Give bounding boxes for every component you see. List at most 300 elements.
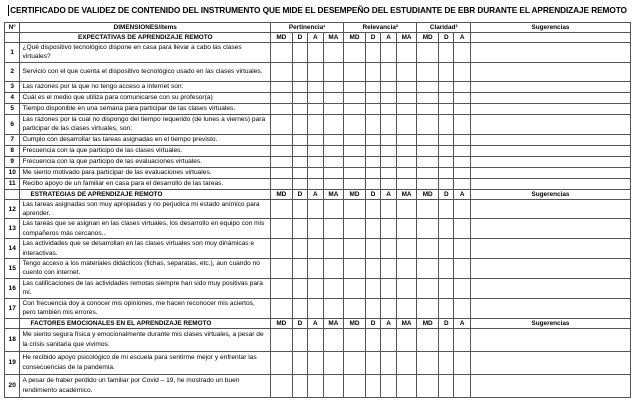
- item-number: 4: [5, 92, 20, 103]
- item-number: 8: [5, 145, 20, 156]
- rating-cell[interactable]: [365, 92, 380, 103]
- rating-cell[interactable]: [344, 199, 366, 219]
- rating-cell[interactable]: [344, 103, 366, 114]
- rating-cell[interactable]: [344, 239, 366, 259]
- rating-cell[interactable]: [439, 219, 454, 239]
- scale-header: A: [454, 33, 471, 43]
- item-text: Las razones por la que no tengo acceso a internet son:: [20, 81, 271, 92]
- sugerencias-cell[interactable]: [471, 219, 631, 239]
- rating-cell[interactable]: [308, 351, 323, 374]
- rating-cell[interactable]: [344, 374, 366, 397]
- item-text: Las razones por la cual no dispongo del tiempo requerido (de lunes a viernes) para participar de las clases virtuales, son:: [20, 114, 271, 134]
- scale-header: A: [308, 189, 323, 199]
- rating-cell[interactable]: [396, 43, 417, 63]
- scale-header: D: [439, 189, 454, 199]
- item-text: A pesar de haber perdido un familiar por Covid – 19, he mostrado un buen rendimiento académico.: [20, 374, 271, 397]
- rating-cell[interactable]: [365, 278, 380, 298]
- rating-cell[interactable]: [271, 156, 293, 167]
- rating-cell[interactable]: [365, 145, 380, 156]
- rating-cell[interactable]: [308, 219, 323, 239]
- rating-cell[interactable]: [454, 134, 471, 145]
- section-empty-num: [5, 189, 20, 199]
- rating-cell[interactable]: [308, 239, 323, 259]
- rating-cell[interactable]: [308, 114, 323, 134]
- rating-cell[interactable]: [396, 374, 417, 397]
- rating-cell[interactable]: [381, 278, 396, 298]
- scale-header: MD: [344, 189, 366, 199]
- rating-cell[interactable]: [417, 62, 439, 81]
- rating-cell[interactable]: [292, 103, 307, 114]
- rating-cell[interactable]: [454, 167, 471, 178]
- rating-cell[interactable]: [454, 219, 471, 239]
- sugerencias-cell[interactable]: [471, 81, 631, 92]
- rating-cell[interactable]: [417, 178, 439, 189]
- rating-cell[interactable]: [292, 199, 307, 219]
- rating-cell[interactable]: [417, 199, 439, 219]
- header-row: [5, 23, 631, 33]
- scale-header: MA: [323, 318, 344, 328]
- item-text: ¿Qué dispositivo tecnológico dispone en casa para llevar a cabo las clases virtuales?: [20, 43, 271, 63]
- item-number: 20: [5, 374, 20, 397]
- rating-cell[interactable]: [344, 351, 366, 374]
- rating-cell[interactable]: [396, 167, 417, 178]
- rating-cell[interactable]: [381, 239, 396, 259]
- rating-cell[interactable]: [323, 178, 344, 189]
- rating-cell[interactable]: [344, 278, 366, 298]
- rating-cell[interactable]: [454, 103, 471, 114]
- item-row: [5, 328, 631, 351]
- rating-cell[interactable]: [292, 278, 307, 298]
- item-number: 9: [5, 156, 20, 167]
- rating-cell[interactable]: [417, 351, 439, 374]
- rating-cell[interactable]: [323, 62, 344, 81]
- rating-cell[interactable]: [381, 81, 396, 92]
- rating-cell[interactable]: [271, 374, 293, 397]
- rating-cell[interactable]: [417, 298, 439, 318]
- rating-cell[interactable]: [271, 328, 293, 351]
- text-cursor: [8, 5, 9, 16]
- rating-cell[interactable]: [292, 92, 307, 103]
- rating-cell[interactable]: [323, 351, 344, 374]
- rating-cell[interactable]: [365, 62, 380, 81]
- rating-cell[interactable]: [344, 167, 366, 178]
- rating-cell[interactable]: [381, 103, 396, 114]
- item-text: Cuál es el medio que utiliza para comunicarse con su profesor(a): [20, 92, 271, 103]
- rating-cell[interactable]: [365, 199, 380, 219]
- header-num: N°: [5, 23, 20, 33]
- rating-cell[interactable]: [396, 239, 417, 259]
- item-text: Cumplo con desarrollar las tareas asignadas en el tiempo previsto.: [20, 134, 271, 145]
- sugerencias-cell[interactable]: [471, 239, 631, 259]
- rating-cell[interactable]: [365, 167, 380, 178]
- item-text: Las tareas asignadas son muy apropiadas y no perjudica mi estado anímico para aprender.: [20, 199, 271, 219]
- rating-cell[interactable]: [292, 156, 307, 167]
- header-pertinencia: Pertinencia¹: [271, 23, 344, 33]
- item-row: [5, 62, 631, 81]
- sugerencias-cell[interactable]: [471, 114, 631, 134]
- rating-cell[interactable]: [344, 92, 366, 103]
- scale-header: MD: [344, 33, 366, 43]
- rating-cell[interactable]: [308, 259, 323, 279]
- rating-cell[interactable]: [439, 259, 454, 279]
- rating-cell[interactable]: [344, 259, 366, 279]
- rating-cell[interactable]: [439, 156, 454, 167]
- rating-cell[interactable]: [292, 374, 307, 397]
- sugerencias-cell[interactable]: [471, 134, 631, 145]
- rating-cell[interactable]: [323, 81, 344, 92]
- rating-cell[interactable]: [271, 43, 293, 63]
- rating-cell[interactable]: [292, 62, 307, 81]
- rating-cell[interactable]: [308, 43, 323, 63]
- rating-cell[interactable]: [344, 156, 366, 167]
- rating-cell[interactable]: [396, 103, 417, 114]
- rating-cell[interactable]: [308, 278, 323, 298]
- rating-cell[interactable]: [308, 298, 323, 318]
- rating-cell[interactable]: [454, 239, 471, 259]
- rating-cell[interactable]: [381, 298, 396, 318]
- rating-cell[interactable]: [308, 92, 323, 103]
- item-row: [5, 178, 631, 189]
- rating-cell[interactable]: [396, 62, 417, 81]
- rating-cell[interactable]: [417, 81, 439, 92]
- rating-cell[interactable]: [271, 62, 293, 81]
- rating-cell[interactable]: [417, 92, 439, 103]
- rating-cell[interactable]: [454, 178, 471, 189]
- rating-cell[interactable]: [454, 278, 471, 298]
- rating-cell[interactable]: [344, 134, 366, 145]
- item-number: 5: [5, 103, 20, 114]
- rating-cell[interactable]: [439, 351, 454, 374]
- rating-cell[interactable]: [344, 145, 366, 156]
- rating-cell[interactable]: [365, 298, 380, 318]
- rating-cell[interactable]: [417, 167, 439, 178]
- item-number: 19: [5, 351, 20, 374]
- rating-cell[interactable]: [271, 114, 293, 134]
- rating-cell[interactable]: [381, 145, 396, 156]
- rating-cell[interactable]: [381, 92, 396, 103]
- rating-cell[interactable]: [292, 328, 307, 351]
- rating-cell[interactable]: [271, 178, 293, 189]
- rating-cell[interactable]: [271, 239, 293, 259]
- sugerencias-cell[interactable]: [471, 278, 631, 298]
- rating-cell[interactable]: [439, 328, 454, 351]
- item-number: 6: [5, 114, 20, 134]
- item-text: Me siento segura física y emocionalmente durante mis clases virtuales, a pesar de la crisis sanitaria que vivimos.: [20, 328, 271, 351]
- scale-header: A: [308, 318, 323, 328]
- rating-cell[interactable]: [417, 239, 439, 259]
- item-number: 15: [5, 259, 20, 279]
- item-number: 11: [5, 178, 20, 189]
- rating-cell[interactable]: [271, 219, 293, 239]
- rating-cell[interactable]: [292, 259, 307, 279]
- rating-cell[interactable]: [454, 156, 471, 167]
- rating-cell[interactable]: [323, 92, 344, 103]
- rating-cell[interactable]: [439, 103, 454, 114]
- rating-cell[interactable]: [454, 351, 471, 374]
- rating-cell[interactable]: [439, 298, 454, 318]
- section-empty-num: [5, 33, 20, 43]
- rating-cell[interactable]: [292, 239, 307, 259]
- rating-cell[interactable]: [365, 103, 380, 114]
- validation-table: [4, 22, 631, 398]
- rating-cell[interactable]: [454, 298, 471, 318]
- sugerencias-cell[interactable]: [471, 259, 631, 279]
- rating-cell[interactable]: [381, 351, 396, 374]
- rating-cell[interactable]: [439, 62, 454, 81]
- sugerencias-cell[interactable]: [471, 43, 631, 63]
- rating-cell[interactable]: [308, 81, 323, 92]
- rating-cell[interactable]: [396, 298, 417, 318]
- rating-cell[interactable]: [381, 156, 396, 167]
- rating-cell[interactable]: [292, 145, 307, 156]
- item-number: 2: [5, 62, 20, 81]
- rating-cell[interactable]: [454, 43, 471, 63]
- rating-cell[interactable]: [439, 178, 454, 189]
- rating-cell[interactable]: [292, 351, 307, 374]
- rating-cell[interactable]: [417, 328, 439, 351]
- rating-cell[interactable]: [365, 81, 380, 92]
- section-label: ESTRATEGIAS DE APRENDIZAJE REMOTO: [20, 189, 271, 199]
- rating-cell[interactable]: [344, 62, 366, 81]
- rating-cell[interactable]: [308, 199, 323, 219]
- scale-header: A: [454, 318, 471, 328]
- rating-cell[interactable]: [454, 81, 471, 92]
- rating-cell[interactable]: [454, 114, 471, 134]
- rating-cell[interactable]: [344, 298, 366, 318]
- rating-cell[interactable]: [396, 219, 417, 239]
- sugerencias-cell[interactable]: [471, 351, 631, 374]
- rating-cell[interactable]: [271, 92, 293, 103]
- rating-cell[interactable]: [271, 298, 293, 318]
- rating-cell[interactable]: [365, 328, 380, 351]
- scale-header: D: [365, 189, 380, 199]
- section-empty-num: [5, 318, 20, 328]
- item-row: [5, 239, 631, 259]
- sugerencias-cell[interactable]: [471, 167, 631, 178]
- rating-cell[interactable]: [417, 43, 439, 63]
- scale-header: MD: [271, 318, 293, 328]
- sugerencias-cell[interactable]: [471, 103, 631, 114]
- rating-cell[interactable]: [396, 92, 417, 103]
- rating-cell[interactable]: [396, 328, 417, 351]
- rating-cell[interactable]: [323, 114, 344, 134]
- sugerencias-header: Sugerencias: [471, 318, 631, 328]
- rating-cell[interactable]: [396, 134, 417, 145]
- rating-cell[interactable]: [271, 145, 293, 156]
- rating-cell[interactable]: [271, 199, 293, 219]
- rating-cell[interactable]: [308, 374, 323, 397]
- sugerencias-cell[interactable]: [471, 328, 631, 351]
- rating-cell[interactable]: [439, 278, 454, 298]
- rating-cell[interactable]: [365, 178, 380, 189]
- rating-cell[interactable]: [323, 43, 344, 63]
- rating-cell[interactable]: [417, 278, 439, 298]
- scale-header: D: [365, 318, 380, 328]
- rating-cell[interactable]: [308, 62, 323, 81]
- rating-cell[interactable]: [344, 328, 366, 351]
- rating-cell[interactable]: [271, 167, 293, 178]
- item-text: Con frecuencia doy a conocer mis opiniones, me hacen reconocer mis aciertos, pero también mis errores.: [20, 298, 271, 318]
- rating-cell[interactable]: [308, 167, 323, 178]
- rating-cell[interactable]: [396, 178, 417, 189]
- rating-cell[interactable]: [271, 81, 293, 92]
- rating-cell[interactable]: [323, 103, 344, 114]
- rating-cell[interactable]: [323, 199, 344, 219]
- rating-cell[interactable]: [381, 259, 396, 279]
- rating-cell[interactable]: [292, 298, 307, 318]
- scale-header: D: [292, 189, 307, 199]
- rating-cell[interactable]: [439, 239, 454, 259]
- document-title: [0, 0, 635, 20]
- rating-cell[interactable]: [439, 374, 454, 397]
- rating-cell[interactable]: [344, 219, 366, 239]
- rating-cell[interactable]: [396, 278, 417, 298]
- rating-cell[interactable]: [365, 351, 380, 374]
- rating-cell[interactable]: [308, 103, 323, 114]
- scale-header: A: [381, 318, 396, 328]
- rating-cell[interactable]: [292, 43, 307, 63]
- rating-cell[interactable]: [365, 43, 380, 63]
- rating-cell[interactable]: [323, 278, 344, 298]
- rating-cell[interactable]: [292, 219, 307, 239]
- rating-cell[interactable]: [323, 259, 344, 279]
- item-number: 17: [5, 298, 20, 318]
- rating-cell[interactable]: [292, 114, 307, 134]
- rating-cell[interactable]: [271, 278, 293, 298]
- rating-cell[interactable]: [323, 134, 344, 145]
- rating-cell[interactable]: [271, 259, 293, 279]
- rating-cell[interactable]: [381, 328, 396, 351]
- rating-cell[interactable]: [381, 167, 396, 178]
- item-text: Servicio con el que cuenta el dispositivo tecnológico usado en las clases virtuales.: [20, 62, 271, 81]
- rating-cell[interactable]: [417, 134, 439, 145]
- rating-cell[interactable]: [323, 167, 344, 178]
- rating-cell[interactable]: [396, 259, 417, 279]
- sugerencias-cell[interactable]: [471, 62, 631, 81]
- rating-cell[interactable]: [365, 374, 380, 397]
- rating-cell[interactable]: [454, 199, 471, 219]
- rating-cell[interactable]: [292, 167, 307, 178]
- sugerencias-cell[interactable]: [471, 199, 631, 219]
- rating-cell[interactable]: [396, 156, 417, 167]
- rating-cell[interactable]: [439, 92, 454, 103]
- rating-cell[interactable]: [439, 199, 454, 219]
- rating-cell[interactable]: [381, 178, 396, 189]
- rating-cell[interactable]: [365, 114, 380, 134]
- rating-cell[interactable]: [365, 259, 380, 279]
- rating-cell[interactable]: [344, 43, 366, 63]
- rating-cell[interactable]: [417, 259, 439, 279]
- rating-cell[interactable]: [365, 219, 380, 239]
- item-row: [5, 259, 631, 279]
- rating-cell[interactable]: [323, 156, 344, 167]
- rating-cell[interactable]: [323, 374, 344, 397]
- rating-cell[interactable]: [381, 62, 396, 81]
- rating-cell[interactable]: [271, 351, 293, 374]
- rating-cell[interactable]: [454, 92, 471, 103]
- sugerencias-cell[interactable]: [471, 374, 631, 397]
- rating-cell[interactable]: [417, 145, 439, 156]
- rating-cell[interactable]: [439, 134, 454, 145]
- rating-cell[interactable]: [292, 134, 307, 145]
- rating-cell[interactable]: [308, 328, 323, 351]
- rating-cell[interactable]: [323, 145, 344, 156]
- sugerencias-cell[interactable]: [471, 145, 631, 156]
- rating-cell[interactable]: [381, 199, 396, 219]
- rating-cell[interactable]: [396, 145, 417, 156]
- rating-cell[interactable]: [396, 199, 417, 219]
- rating-cell[interactable]: [381, 134, 396, 145]
- rating-cell[interactable]: [454, 145, 471, 156]
- rating-cell[interactable]: [396, 114, 417, 134]
- sugerencias-cell[interactable]: [471, 156, 631, 167]
- rating-cell[interactable]: [439, 114, 454, 134]
- rating-cell[interactable]: [344, 178, 366, 189]
- rating-cell[interactable]: [417, 156, 439, 167]
- rating-cell[interactable]: [271, 103, 293, 114]
- rating-cell[interactable]: [454, 259, 471, 279]
- rating-cell[interactable]: [439, 167, 454, 178]
- scale-header: A: [454, 189, 471, 199]
- rating-cell[interactable]: [292, 81, 307, 92]
- rating-cell[interactable]: [417, 103, 439, 114]
- rating-cell[interactable]: [381, 114, 396, 134]
- rating-cell[interactable]: [454, 328, 471, 351]
- item-text: Frecuencia con la que participo de las evaluaciones virtuales.: [20, 156, 271, 167]
- scale-header: D: [439, 318, 454, 328]
- scale-header: MD: [344, 318, 366, 328]
- scale-header: A: [381, 33, 396, 43]
- rating-cell[interactable]: [365, 239, 380, 259]
- rating-cell[interactable]: [323, 239, 344, 259]
- rating-cell[interactable]: [365, 156, 380, 167]
- rating-cell[interactable]: [344, 81, 366, 92]
- rating-cell[interactable]: [308, 145, 323, 156]
- rating-cell[interactable]: [439, 145, 454, 156]
- sugerencias-cell[interactable]: [471, 92, 631, 103]
- rating-cell[interactable]: [323, 219, 344, 239]
- rating-cell[interactable]: [271, 134, 293, 145]
- rating-cell[interactable]: [381, 219, 396, 239]
- rating-cell[interactable]: [292, 178, 307, 189]
- rating-cell[interactable]: [454, 374, 471, 397]
- scale-header: MD: [417, 189, 439, 199]
- rating-cell[interactable]: [396, 81, 417, 92]
- rating-cell[interactable]: [308, 156, 323, 167]
- rating-cell[interactable]: [439, 43, 454, 63]
- item-row: [5, 351, 631, 374]
- item-number: 7: [5, 134, 20, 145]
- rating-cell[interactable]: [323, 328, 344, 351]
- rating-cell[interactable]: [308, 178, 323, 189]
- rating-cell[interactable]: [439, 81, 454, 92]
- rating-cell[interactable]: [417, 219, 439, 239]
- sugerencias-cell[interactable]: [471, 298, 631, 318]
- rating-cell[interactable]: [454, 62, 471, 81]
- rating-cell[interactable]: [381, 43, 396, 63]
- rating-cell[interactable]: [381, 374, 396, 397]
- sugerencias-cell[interactable]: [471, 178, 631, 189]
- scale-header: A: [308, 33, 323, 43]
- rating-cell[interactable]: [417, 374, 439, 397]
- rating-cell[interactable]: [344, 114, 366, 134]
- rating-cell[interactable]: [396, 351, 417, 374]
- item-text: Las actividades que se desarrollan en las clases virtuales son muy dinámicas e interactivas.: [20, 239, 271, 259]
- rating-cell[interactable]: [308, 134, 323, 145]
- rating-cell[interactable]: [323, 298, 344, 318]
- rating-cell[interactable]: [365, 134, 380, 145]
- rating-cell[interactable]: [417, 114, 439, 134]
